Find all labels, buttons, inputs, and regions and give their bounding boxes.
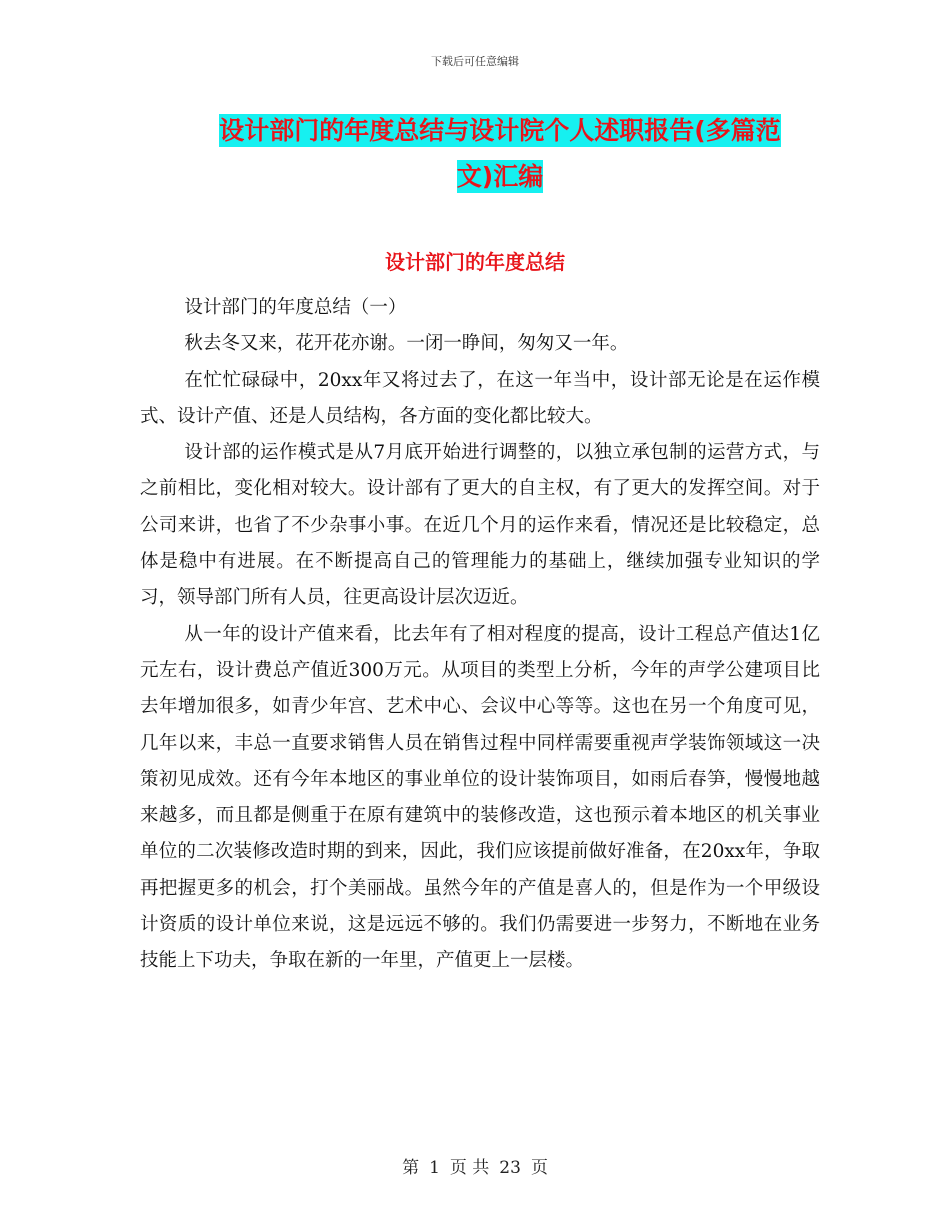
paragraph-output-value: 从一年的设计产值来看，比去年有了相对程度的提高，设计工程总产值达1亿元左右，设计费总产值近300万元。从项目的类型上分析，今年的声学公建项目比去年增加很多，如青少年宫、艺术中心、会议中心等等。这也在另一个角度可见，几年以来，丰总一直要求销售人员在销售过程中同样需要重视声学装饰领域这一决策初见成效。还有今年本地区的事业单位的设计装饰项目，如雨后春笋，慢慢地越来越多，而且都是侧重于在原有建筑中的装修改造，这也预示着本地区的机关事业单位的二次装修改造时期的到来，因此，我们应该提前做好准备，在20xx年，争取再把握更多的机会，打个美丽战。虽然今年的产值是喜人的，但是作为一个甲级设计资质的设计单位来说，这是远远不够的。我们仍需要进一步努力，不断地在业务技能上下功夫，争取在新的一年里，产值更上一层楼。 [140,623,820,972]
footer-total-pages: 23 [499,1158,521,1178]
footer-prefix: 第 [402,1158,420,1178]
paragraph-subtitle: 设计部门的年度总结（一） [184,297,407,318]
paragraph-overview: 在忙忙碌碌中，20xx年又将过去了，在这一年当中，设计部无论是在运作模式、设计产值、还是人员结构，各方面的变化都比较大。 [140,369,820,427]
title-line-1: 设计部门的年度总结与设计院个人述职报告(多篇范 [219,116,781,145]
title-line-2: 文)汇编 [456,162,544,191]
document-title [180,108,820,200]
header-note: 下载后可任意编辑 [431,55,519,68]
footer-mid: 页 共 [449,1158,490,1178]
document-body [140,290,820,980]
footer-page-number: 1 [429,1158,440,1178]
page-footer [0,1153,950,1178]
paragraph-operation-mode: 设计部的运作模式是从7月底开始进行调整的，以独立承包制的运营方式，与之前相比，变化相对较大。设计部有了更大的自主权，有了更大的发挥空间。对于公司来讲，也省了不少杂事小事。在近几个月的运作来看，情况还是比较稳定，总体是稳中有进展。在不断提高自己的管理能力的基础上，继续加强专业知识的学习，领导部门所有人员，往更高设计层次迈近。 [140,442,820,609]
section-heading: 设计部门的年度总结 [385,250,565,274]
footer-suffix: 页 [530,1158,548,1178]
paragraph-opening: 秋去冬又来，花开花亦谢。一闭一睁间，匆匆又一年。 [184,333,629,355]
